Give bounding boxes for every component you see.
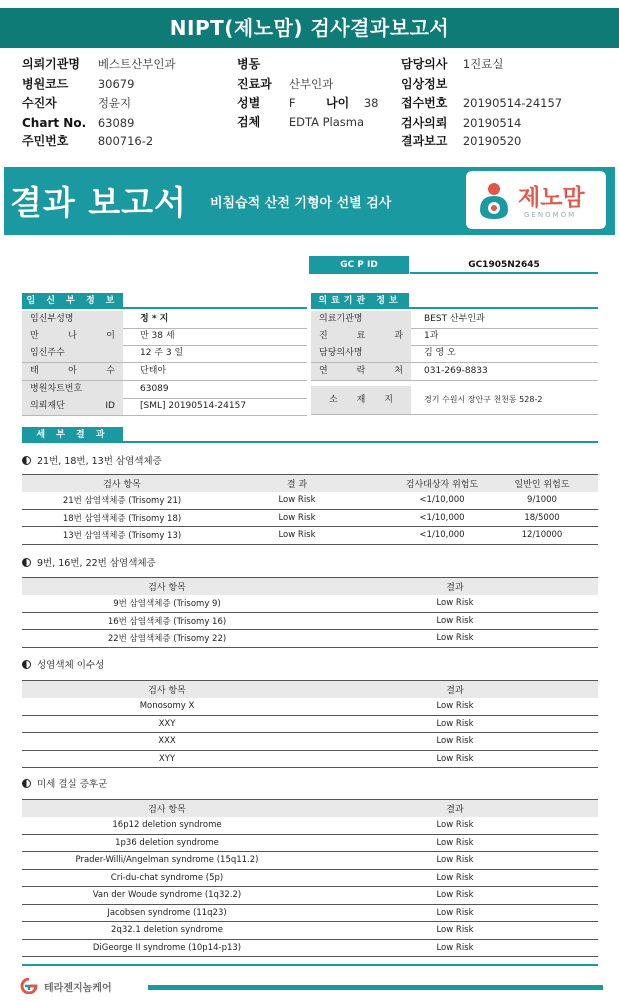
table-cell: 16번 삼염색체증 (Trisomy 16) xyxy=(107,616,227,627)
genomom-logo-icon xyxy=(476,180,512,220)
pregnant-info-header: 임 신 부 정 보 xyxy=(22,293,123,309)
header-patient xyxy=(22,96,131,110)
table-cell: <1/10,000 xyxy=(419,495,465,506)
info-label: 임신부성명 xyxy=(22,311,123,328)
header-label: 의뢰기관명 xyxy=(22,57,80,71)
column-header: 결 과 xyxy=(286,480,308,490)
table-cell: Low Risk xyxy=(436,820,474,831)
table-cell: 13번 삼염색체증 (Trisomy 13) xyxy=(62,531,182,542)
table-row xyxy=(22,733,598,751)
report-banner xyxy=(4,167,615,235)
header-value: 20190514-24157 xyxy=(462,96,563,110)
results-group-heading xyxy=(22,555,156,569)
institution-info-row xyxy=(311,328,598,345)
results-group-heading xyxy=(22,776,107,790)
section-divider xyxy=(22,307,307,309)
table-cell: Low Risk xyxy=(436,907,474,918)
institution-info-row xyxy=(311,311,598,328)
info-value: 만 38 세 xyxy=(140,331,175,341)
results-table xyxy=(22,680,598,768)
column-header: 검사 항목 xyxy=(148,686,186,696)
address-value: 경기 수원시 장안구 천천동 528-2 xyxy=(424,395,543,404)
table-row xyxy=(22,852,598,870)
header-hospital-name xyxy=(22,57,176,71)
header-label: 검사의뢰 xyxy=(401,116,448,130)
info-label: 임신주수 xyxy=(22,345,123,362)
info-value: BEST 산부인과 xyxy=(424,314,485,324)
header-label: 임상정보 xyxy=(401,77,448,91)
header-label: 나이 xyxy=(326,96,350,110)
header-value: 정윤지 xyxy=(97,96,132,110)
header-hospital-code xyxy=(22,77,134,91)
table-row xyxy=(22,527,598,545)
info-label: 만 나 이 xyxy=(22,328,123,345)
header-value: 1진료실 xyxy=(462,57,504,71)
table-row xyxy=(22,595,598,613)
table-cell: Low Risk xyxy=(278,495,316,506)
table-cell: Low Risk xyxy=(436,633,474,644)
results-group-title: 미세 결실 증후군 xyxy=(37,779,108,790)
info-label: 연 락 처 xyxy=(311,363,411,380)
theragen-logo-icon xyxy=(18,978,40,994)
address-label: 소 재 지 xyxy=(311,386,411,414)
table-cell: 12/10000 xyxy=(521,530,563,541)
table-row xyxy=(22,940,598,958)
table-cell: XYY xyxy=(158,753,176,764)
institution-info-header: 의료기관 정보 xyxy=(311,293,409,309)
header-department xyxy=(237,77,333,91)
table-row xyxy=(22,716,598,734)
header-value: 30679 xyxy=(97,77,135,91)
table-cell: 21번 삼염색체증 (Trisomy 21) xyxy=(62,496,182,507)
results-table xyxy=(22,577,598,648)
half-circle-icon xyxy=(22,456,31,465)
table-row xyxy=(22,817,598,835)
table-row xyxy=(22,630,598,648)
info-value: 12 주 3 일 xyxy=(140,348,184,358)
header-value: F xyxy=(288,96,296,110)
table-cell: Low Risk xyxy=(436,837,474,848)
info-value: 1과 xyxy=(424,331,439,341)
table-row xyxy=(22,751,598,769)
section-divider xyxy=(22,441,598,443)
header-ward xyxy=(237,57,289,71)
table-cell: Low Risk xyxy=(436,925,474,936)
header-value: EDTA Plasma xyxy=(288,115,365,129)
header-label: Chart No. xyxy=(22,116,87,130)
column-header: 검사 항목 xyxy=(148,805,186,815)
logo-text: 제노맘 xyxy=(518,185,585,211)
table-cell: Jacobsen syndrome (11q23) xyxy=(107,907,227,918)
header-value: 38 xyxy=(363,96,379,110)
table-cell: Low Risk xyxy=(436,942,474,953)
info-value: [SML] 20190514-24157 xyxy=(140,401,247,411)
column-header: 일반인 위험도 xyxy=(514,480,570,490)
header-doctor xyxy=(401,57,503,71)
footer-company: 테라젠지놈케어 xyxy=(44,983,112,994)
results-group-heading xyxy=(22,657,104,671)
half-circle-icon xyxy=(22,779,31,788)
table-cell: Low Risk xyxy=(278,530,316,541)
institution-info-row xyxy=(311,363,598,380)
half-circle-icon xyxy=(22,558,31,567)
table-cell: Low Risk xyxy=(436,701,474,712)
header-label: 수진자 xyxy=(22,96,57,110)
results-table-header xyxy=(22,799,598,817)
header-value: 20190514 xyxy=(462,116,522,130)
column-header: 검사 항목 xyxy=(103,480,141,490)
column-header: 검사 항목 xyxy=(148,583,186,593)
header-label: 주민번호 xyxy=(22,134,69,148)
results-group-heading xyxy=(22,453,162,467)
info-label: 의료기관명 xyxy=(311,311,411,328)
header-label: 결과보고 xyxy=(401,134,448,148)
table-row xyxy=(22,887,598,905)
pregnant-info-row xyxy=(22,363,307,380)
table-row xyxy=(22,835,598,853)
results-table-header xyxy=(22,577,598,595)
info-label: 병원차트번호 xyxy=(22,381,123,398)
pregnant-info-row xyxy=(22,381,307,398)
table-cell: Low Risk xyxy=(436,615,474,626)
footer-bar xyxy=(148,985,603,990)
info-label: 진 료 과 xyxy=(311,328,411,345)
header-chart-no xyxy=(22,116,134,130)
header-label: 병동 xyxy=(237,57,261,71)
header-request-date xyxy=(401,116,521,130)
row-divider xyxy=(22,415,307,416)
row-divider xyxy=(311,414,598,415)
banner-subtitle: 비침습적 산전 기형아 선별 검사 xyxy=(210,196,392,211)
header-label: 병원코드 xyxy=(22,77,69,91)
info-value: 정 * 지 xyxy=(140,314,169,324)
genomom-logo xyxy=(466,171,606,229)
table-cell: XXY xyxy=(158,718,176,729)
table-row xyxy=(22,922,598,940)
info-value: 단태아 xyxy=(140,366,167,376)
table-cell: Low Risk xyxy=(278,512,316,523)
pregnant-info-row xyxy=(22,328,307,345)
header-label: 검체 xyxy=(237,115,261,129)
gcpid-value: GC1905N2645 xyxy=(410,256,598,274)
header-sex xyxy=(237,96,295,110)
info-value: 63089 xyxy=(140,384,169,394)
report-title: NIPT(제노맘) 검사결과보고서 xyxy=(0,8,619,48)
table-cell: 9/1000 xyxy=(527,495,557,506)
results-table-header xyxy=(22,474,598,492)
results-table-header xyxy=(22,680,598,698)
header-label: 담당의사 xyxy=(401,57,448,71)
header-report-date xyxy=(401,134,521,148)
table-cell: Low Risk xyxy=(436,718,474,729)
header-label: 진료과 xyxy=(237,77,272,91)
banner-title: 결과 보고서 xyxy=(10,183,187,222)
table-cell: 22번 삼염색체증 (Trisomy 22) xyxy=(107,634,227,645)
column-header: 결과 xyxy=(446,583,464,593)
header-value: 베스트산부인과 xyxy=(97,57,176,71)
pregnant-info-row xyxy=(22,398,307,415)
table-cell: 16p12 deletion syndrome xyxy=(112,820,222,831)
header-resident-no xyxy=(22,134,153,148)
header-value: 800716-2 xyxy=(97,134,154,148)
table-cell: 18/5000 xyxy=(524,512,560,523)
table-cell: XXX xyxy=(158,736,176,747)
table-cell: 2q32.1 deletion syndrome xyxy=(111,925,223,936)
gcpid-label: GC P ID xyxy=(309,256,409,274)
header-value: 20190520 xyxy=(462,134,522,148)
table-cell: Cri-du-chat syndrome (5p) xyxy=(110,872,224,883)
column-header: 검사대상자 위험도 xyxy=(405,480,479,490)
results-group-title: 9번, 16번, 22번 삼염색체증 xyxy=(37,558,156,569)
table-row xyxy=(22,698,598,716)
logo-subtext: GENOMOM xyxy=(524,211,577,219)
table-row xyxy=(22,905,598,923)
header-label: 접수번호 xyxy=(401,96,448,110)
results-group-title: 21번, 18번, 13번 삼염색체증 xyxy=(37,456,162,467)
results-group-title: 성염색체 이수성 xyxy=(37,660,105,671)
column-header: 결과 xyxy=(446,805,464,815)
pregnant-info-row xyxy=(22,311,307,328)
table-cell: <1/10,000 xyxy=(419,530,465,541)
table-cell: Low Risk xyxy=(436,753,474,764)
table-row xyxy=(22,870,598,888)
header-age xyxy=(326,96,378,110)
header-value: 63089 xyxy=(97,116,135,130)
table-cell: 18번 삼염색체증 (Trisomy 18) xyxy=(62,513,182,524)
half-circle-icon xyxy=(22,660,31,669)
table-row xyxy=(22,613,598,631)
section-divider xyxy=(311,307,598,309)
table-cell: Low Risk xyxy=(436,736,474,747)
table-cell: Low Risk xyxy=(436,855,474,866)
table-cell: <1/10,000 xyxy=(419,512,465,523)
pregnant-info-row xyxy=(22,345,307,362)
info-label: 담당의사명 xyxy=(311,345,411,362)
header-value: 산부인과 xyxy=(288,77,334,91)
table-cell: Low Risk xyxy=(436,890,474,901)
results-table xyxy=(22,799,598,957)
footer-divider xyxy=(22,964,598,966)
table-cell: 9번 삼염색체증 (Trisomy 9) xyxy=(113,599,221,610)
institution-info-row xyxy=(311,345,598,362)
table-cell: DiGeorge II syndrome (10p14-p13) xyxy=(92,942,242,953)
info-label: 의뢰재단 ID xyxy=(22,398,123,415)
table-cell: Prader-Willi/Angelman syndrome (15q11.2) xyxy=(75,855,259,866)
table-cell: Van der Woude syndrome (1q32.2) xyxy=(92,890,242,901)
info-label: 태 아 수 xyxy=(22,363,123,380)
table-cell: Low Risk xyxy=(436,598,474,609)
table-row xyxy=(22,492,598,510)
table-cell: Monosomy X xyxy=(139,701,195,712)
header-receipt-no xyxy=(401,96,562,110)
header-label: 성별 xyxy=(237,96,261,110)
row-divider xyxy=(311,380,598,381)
info-value: 김 영 오 xyxy=(424,348,456,358)
column-header: 결과 xyxy=(446,686,464,696)
table-row xyxy=(22,510,598,528)
table-cell: 1p36 deletion syndrome xyxy=(115,837,219,848)
table-cell: Low Risk xyxy=(436,872,474,883)
info-value: 031-269-8833 xyxy=(424,366,488,376)
detailed-results-header: 세 부 결 과 xyxy=(22,427,123,443)
header-clinical-info xyxy=(401,77,463,91)
header-specimen xyxy=(237,115,364,129)
results-table xyxy=(22,474,598,545)
